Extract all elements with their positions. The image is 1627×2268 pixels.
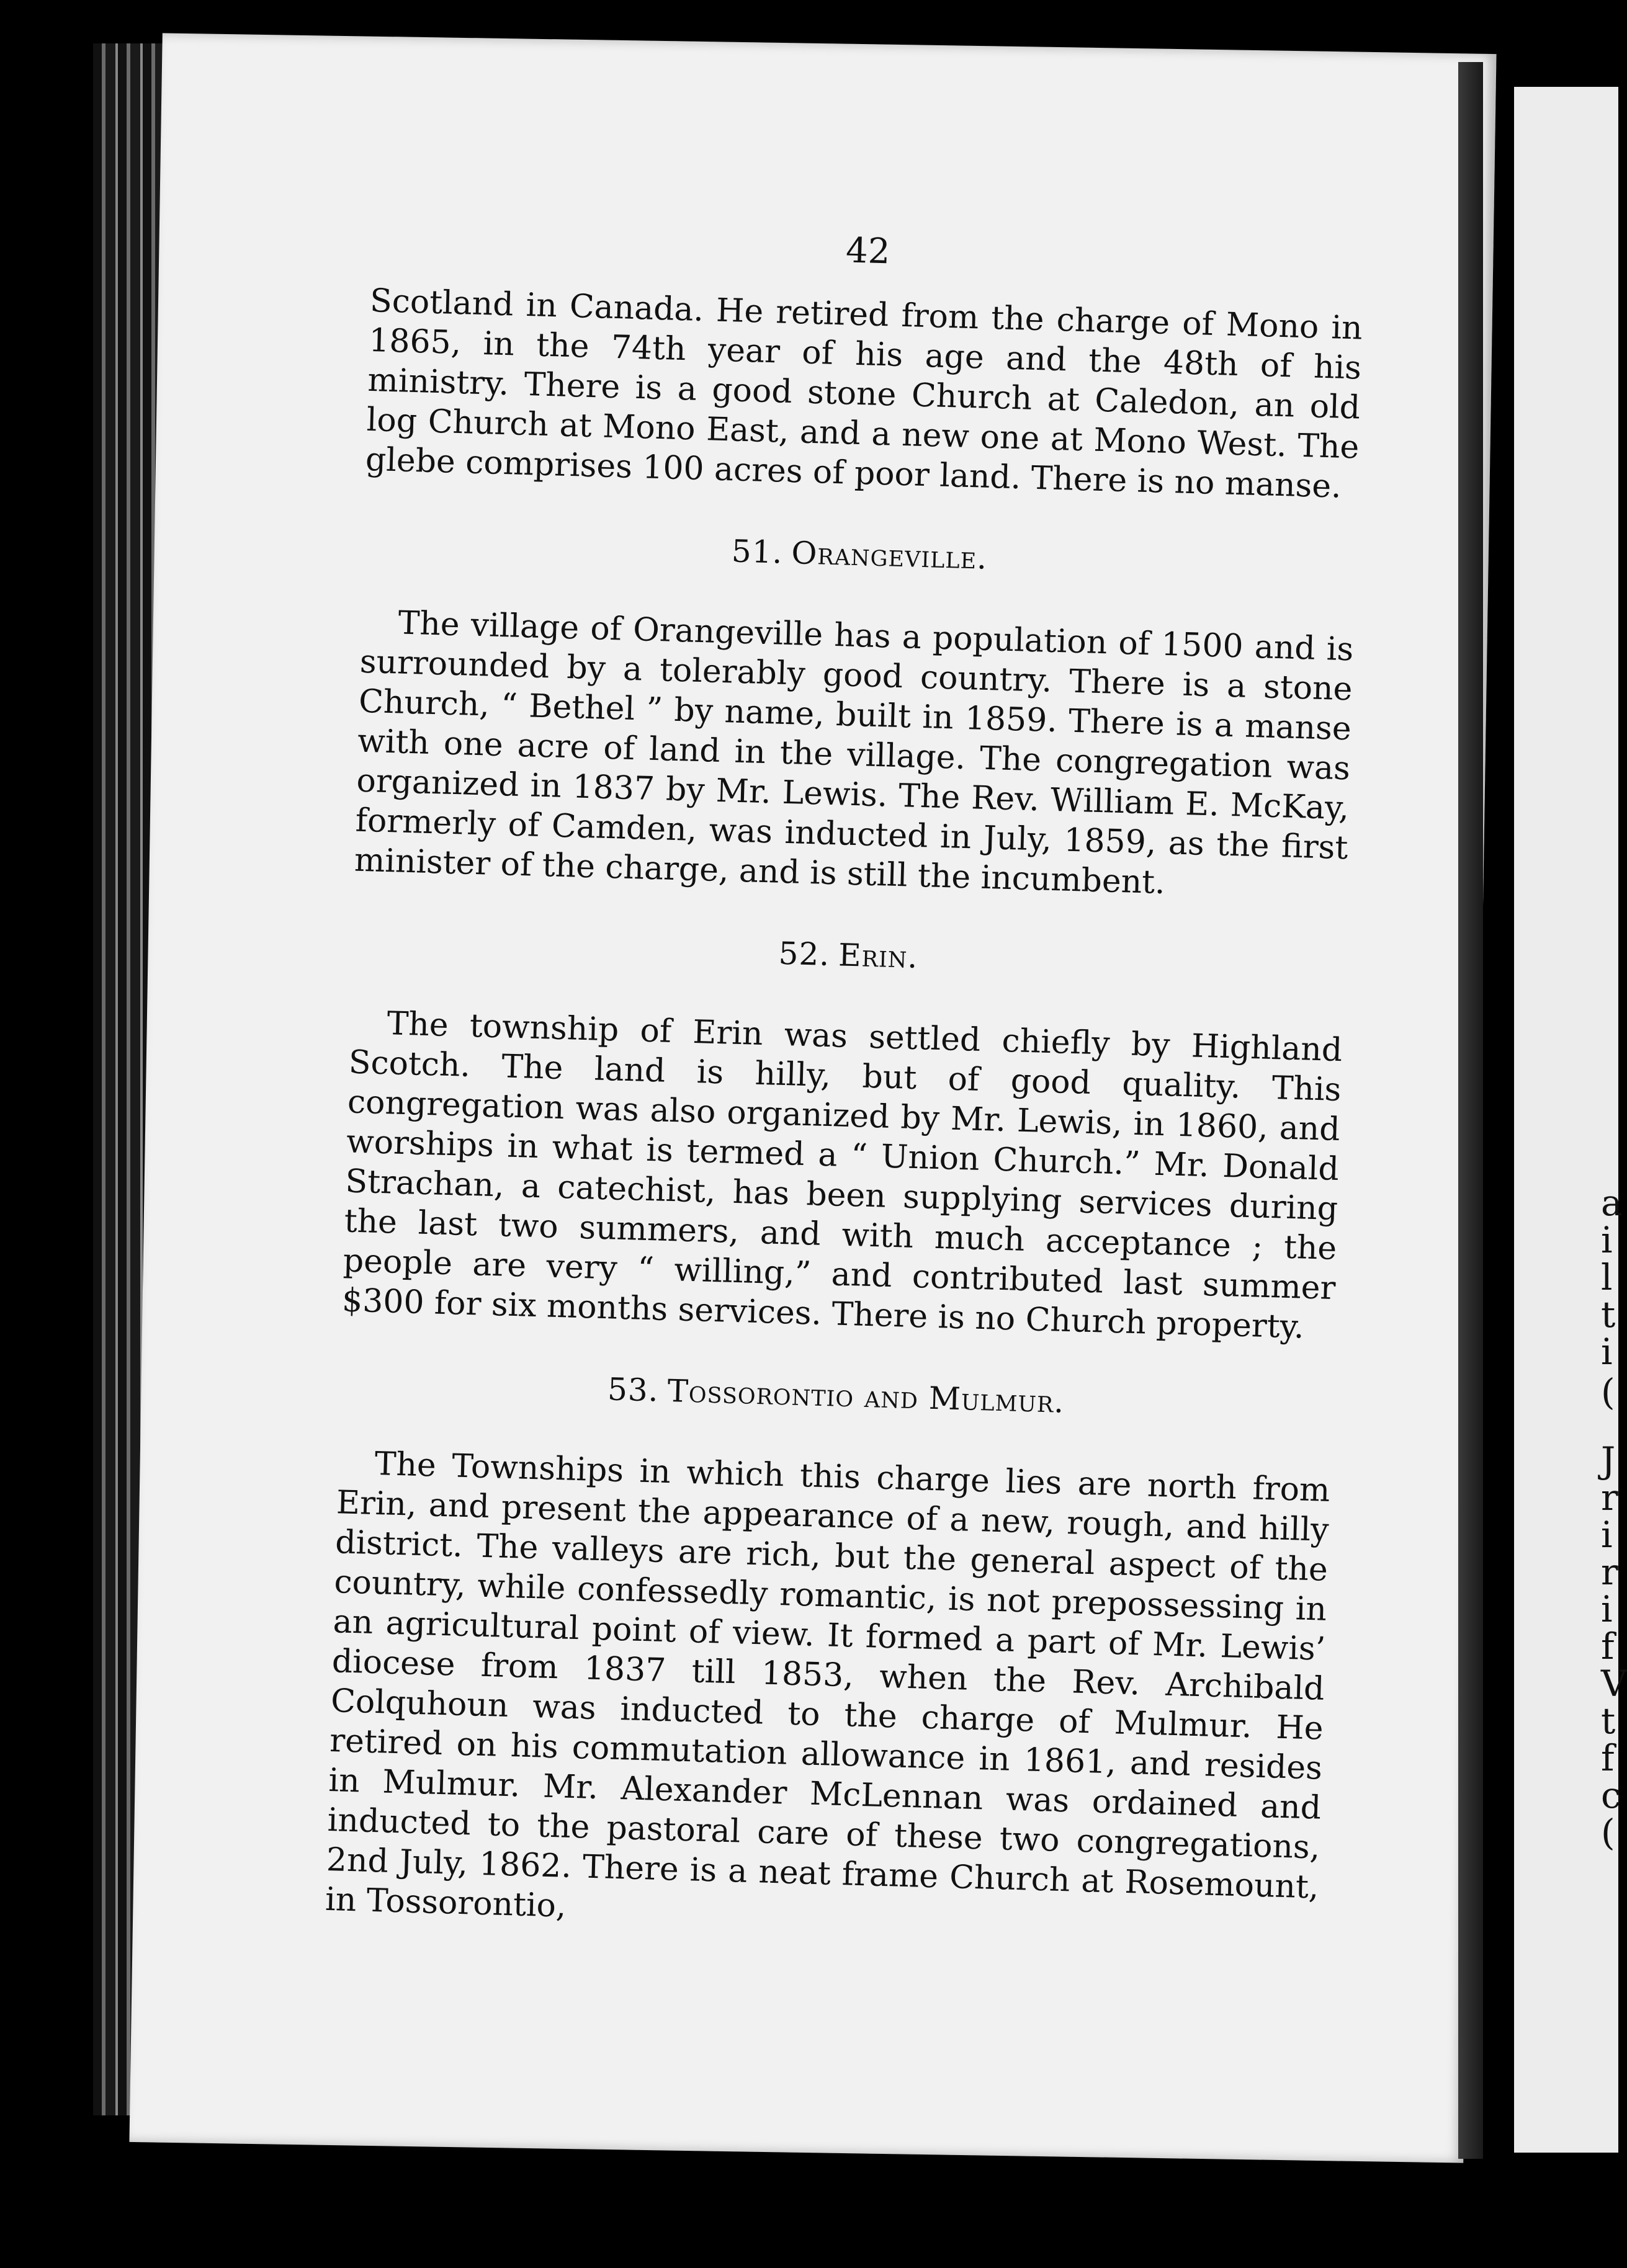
section-number: 51.	[731, 533, 784, 571]
section-heading-erin	[352, 924, 1345, 988]
adjacent-letter: V	[1601, 1663, 1627, 1705]
adjacent-letter: f	[1601, 1625, 1615, 1668]
section-title: Erin.	[838, 937, 919, 976]
adjacent-letter: i	[1601, 1219, 1613, 1261]
adjacent-letter: i	[1601, 1514, 1613, 1556]
adjacent-letter: t	[1601, 1293, 1616, 1336]
adjacent-letter: (	[1601, 1811, 1615, 1854]
adjacent-letter: t	[1601, 1700, 1616, 1742]
adjacent-letter: a	[1601, 1182, 1623, 1224]
section-number: 52.	[778, 935, 831, 973]
page-content	[325, 217, 1365, 1947]
section-title: Tossorontio and Mulmur.	[666, 1373, 1065, 1420]
page-edge	[1458, 62, 1483, 2159]
section-heading-orangeville	[363, 523, 1356, 587]
adjacent-letter: f	[1601, 1737, 1615, 1779]
adjacent-letter: l	[1601, 1256, 1613, 1298]
adjacent-letter: i	[1601, 1588, 1613, 1630]
paragraph-erin: The township of Erin was settled chiefly by Highland Scotch. The land is hilly, but of good quality. This congregation was also organized by Mr. Lewis, in 1860, and worships in what is termed a “ Union Church.” Mr. Donald Strachan, a catechist, has been supplying services during the last two summers, and with much acceptance ; the people are very “ willing,” and contributed last summer $300 for six months services. There is no Church property.	[341, 1005, 1343, 1346]
section-title: Orangeville.	[791, 535, 988, 576]
section-number: 53.	[607, 1371, 660, 1409]
adjacent-letter: J	[1601, 1439, 1616, 1481]
paragraph-tossorontio-mulmur: The Townships in which this charge lies are north from Erin, and present the appearance of a new, rough, and hilly district. The valleys are rich, but the general aspect of the country, while confessedly romantic, is not prepossessing in an agricultural point of view. It formed a part of Mr. Lewis’ diocese from 1837 till 1853, when the Rev. Archibald Colquhoun was inducted to the charge of Mulmur. He retired on his commutation allowance in 1861, and resides in Mulmur. Mr. Alexander McLennan was ordained and inducted to the pastoral care of these two congregations, 2nd July, 1862. There is a neat frame Church at Rosemount, in Tossorontio,	[325, 1445, 1331, 1925]
adjacent-letter: i	[1601, 1331, 1613, 1373]
adjacent-letter: c	[1601, 1774, 1621, 1816]
adjacent-letter: r	[1601, 1476, 1618, 1519]
adjacent-letter: (	[1601, 1371, 1615, 1413]
paragraph-continued: Scotland in Canada. He retired from the charge of Mono in 1865, in the 74th year of his age and the 48th of his ministry. There is a good stone Church at Caledon, an old log Church at Mono East, and a new one at Mono West. The glebe comprises 100 acres of poor land. There is no manse.	[365, 282, 1363, 506]
paragraph-orangeville: The village of Orangeville has a population of 1500 and is surrounded by a tolerably good country. There is a stone Church, “ Bethel ” by name, built in 1859. There is a manse with one acre of land in the village. The congregation was organized in 1837 by Mr. Lewis. The Rev. William E. McKay, formerly of Camden, was inducted in July, 1859, as the first minister of the charge, and is still the incumbent.	[354, 604, 1354, 902]
adjacent-letter: r	[1601, 1551, 1618, 1593]
section-heading-tossorontio-mulmur	[339, 1364, 1333, 1427]
page-number: 42	[845, 230, 891, 272]
